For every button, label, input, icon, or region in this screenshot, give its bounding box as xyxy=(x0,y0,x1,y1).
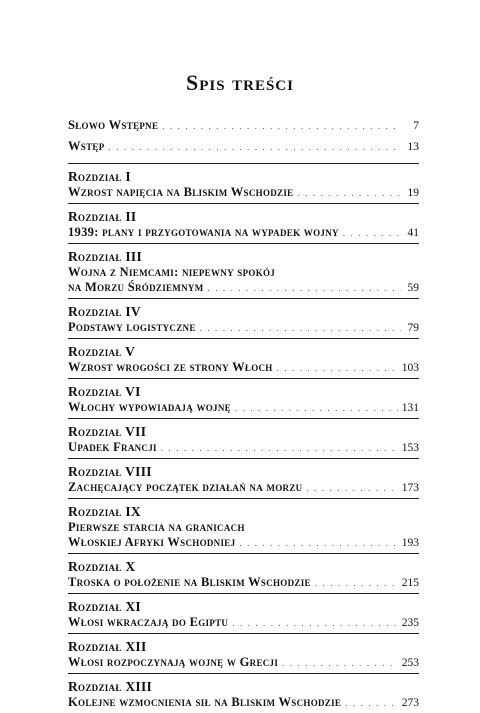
toc-chapter xyxy=(68,249,419,295)
chapter-title: Wzrost napięcia na Bliskim Wschodzie xyxy=(68,185,294,199)
chapter-title: Włosi wkraczają do Egiptu xyxy=(68,615,229,629)
toc-page-number: 235 xyxy=(401,617,419,629)
chapter-title: 1939: plany i przygotowania na wypadek wojny xyxy=(68,225,339,239)
chapter-label: Rozdział XI xyxy=(68,599,141,614)
chapter-label: Rozdział I xyxy=(68,169,131,184)
dot-leader xyxy=(232,618,398,628)
toc-entry xyxy=(68,575,419,590)
chapter-title: Włosi rozpoczynają wojnę w Grecji xyxy=(68,655,279,669)
toc-chapter xyxy=(68,504,419,550)
chapter-separator xyxy=(68,298,419,299)
toc-page-number: 7 xyxy=(413,120,419,132)
dot-leader xyxy=(109,142,401,152)
toc-entry-front-1 xyxy=(68,139,419,154)
chapter-label: Rozdział II xyxy=(68,209,137,224)
chapter-title: Podstawy logistyczne xyxy=(68,320,196,334)
toc-page-number: 153 xyxy=(401,442,419,454)
toc-chapter xyxy=(68,679,419,710)
toc-entry xyxy=(68,655,419,670)
toc-chapter xyxy=(68,209,419,240)
chapter-separator xyxy=(68,498,419,499)
toc-entry xyxy=(68,320,419,335)
toc-page-number: 13 xyxy=(407,141,419,153)
chapter-title: Zachęcający początek działań na morzu xyxy=(68,480,303,494)
toc-page-number: 41 xyxy=(407,227,419,239)
toc-page-number: 173 xyxy=(401,482,419,494)
chapter-separator xyxy=(68,593,419,594)
dot-leader xyxy=(282,658,398,668)
dot-leader xyxy=(315,578,398,588)
chapter-title-line: Pierwsze starcia na granicach xyxy=(68,520,245,534)
toc-page-number: 103 xyxy=(401,362,419,374)
chapter-label: Rozdział IX xyxy=(68,504,141,519)
dot-leader xyxy=(345,698,398,708)
chapter-separator xyxy=(68,243,419,244)
chapter-list xyxy=(68,163,419,710)
chapter-separator xyxy=(68,378,419,379)
chapter-title: Kolejne wzmocnienia sił na Bliskim Wschodzie xyxy=(68,695,342,709)
toc-page-number: 193 xyxy=(401,537,419,549)
toc-chapter xyxy=(68,464,419,495)
chapter-separator xyxy=(68,163,419,164)
chapter-label: Rozdział IV xyxy=(68,304,141,319)
dot-leader xyxy=(277,363,398,373)
chapter-separator xyxy=(68,458,419,459)
toc-entry xyxy=(68,535,419,550)
table-of-contents xyxy=(68,118,419,713)
toc-page-number: 131 xyxy=(401,402,419,414)
toc-page-number: 253 xyxy=(401,657,419,669)
page-title: Spis treści xyxy=(186,70,294,95)
dot-leader xyxy=(343,228,401,238)
toc-entry xyxy=(68,360,419,375)
toc-chapter xyxy=(68,559,419,590)
toc-entry xyxy=(68,225,419,240)
toc-entry-title: Wstęp xyxy=(68,139,105,153)
toc-page-number: 19 xyxy=(407,187,419,199)
toc-entry xyxy=(68,440,419,455)
chapter-separator xyxy=(68,553,419,554)
dot-leader xyxy=(162,121,401,131)
toc-entry-title: Słowo Wstępne xyxy=(68,118,159,132)
dot-leader xyxy=(208,283,402,293)
chapter-label: Rozdział XIII xyxy=(68,679,153,694)
toc-page-number: 79 xyxy=(407,322,419,334)
toc-page-number: 215 xyxy=(401,577,419,589)
dot-leader xyxy=(235,403,398,413)
toc-chapter xyxy=(68,639,419,670)
chapter-label: Rozdział X xyxy=(68,559,136,574)
chapter-title: na Morzu Śródziemnym xyxy=(68,280,204,294)
dot-leader xyxy=(297,188,401,198)
chapter-label: Rozdział VIII xyxy=(68,464,152,479)
chapter-title: Włochy wypowiadają wojnę xyxy=(68,400,231,414)
toc-entry xyxy=(68,400,419,415)
dot-leader xyxy=(239,538,397,548)
toc-chapter xyxy=(68,169,419,200)
chapter-label: Rozdział V xyxy=(68,344,136,359)
toc-entry xyxy=(68,280,419,295)
chapter-separator xyxy=(68,418,419,419)
toc-entry xyxy=(68,615,419,630)
toc-page-number: 273 xyxy=(401,697,419,709)
chapter-title: Upadek Francji xyxy=(68,440,157,454)
toc-chapter xyxy=(68,384,419,415)
toc-page-number: 59 xyxy=(407,282,419,294)
toc-chapter xyxy=(68,424,419,455)
toc-chapter xyxy=(68,344,419,375)
chapter-title-line: Wojna z Niemcami: niepewny spokój xyxy=(68,265,276,279)
toc-entry-front-0 xyxy=(68,118,419,133)
toc-entry xyxy=(68,185,419,200)
chapter-label: Rozdział XII xyxy=(68,639,147,654)
chapter-separator xyxy=(68,338,419,339)
chapter-label: Rozdział III xyxy=(68,249,142,264)
chapter-separator xyxy=(68,633,419,634)
chapter-title: Troska o położenie na Bliskim Wschodzie xyxy=(68,575,311,589)
toc-entry xyxy=(68,480,419,495)
chapter-separator xyxy=(68,203,419,204)
toc-chapter xyxy=(68,304,419,335)
chapter-separator xyxy=(68,673,419,674)
toc-entry xyxy=(68,695,419,710)
chapter-label: Rozdział VII xyxy=(68,424,147,439)
dot-leader xyxy=(161,443,398,453)
dot-leader xyxy=(200,323,401,333)
dot-leader xyxy=(306,483,397,493)
chapter-title: Wzrost wrogości ze strony Włoch xyxy=(68,360,273,374)
chapter-label: Rozdział VI xyxy=(68,384,141,399)
chapter-title: Włoskiej Afryki Wschodniej xyxy=(68,535,236,549)
toc-chapter xyxy=(68,599,419,630)
